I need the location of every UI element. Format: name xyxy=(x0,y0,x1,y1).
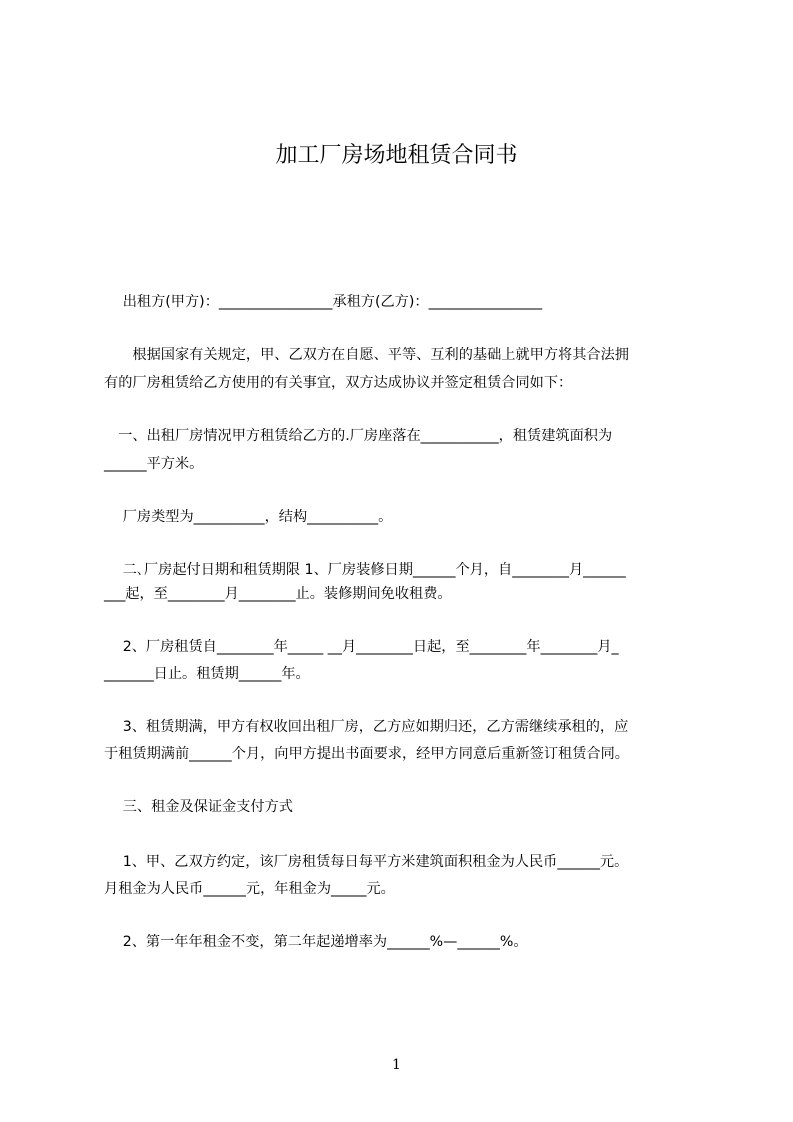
clause-2-2-line-1: 2、厂房租赁自________年_____ __月________日起，至________年________月_ xyxy=(104,639,619,655)
document-title: 加工厂房场地租赁合同书 xyxy=(275,143,518,168)
clause-1-line-1: 一、出租厂房情况甲方租赁给乙方的.厂房座落在___________，租赁建筑面积为 xyxy=(104,428,613,444)
clause-2-3-line-1: 3、租赁期满，甲方有权收回出租厂房，乙方应如期归还，乙方需继续承租的，应 xyxy=(104,719,629,735)
building-type-line: 厂房类型为__________，结构__________。 xyxy=(104,509,393,525)
clause-2-line-1: 二､厂房起付日期和租赁期限 1、厂房装修日期______个月，自________月______ xyxy=(104,562,626,578)
clause-3-2-line: 2、第一年年租金不变，第二年起递增率为______%—______%。 xyxy=(104,934,528,950)
clause-1-line-2: ______平方米。 xyxy=(104,456,204,472)
parties-line: 出租方(甲方)：________________承租方(乙方)：________________ xyxy=(104,294,543,310)
page-number: 1 xyxy=(392,1057,401,1073)
preamble-line-2: 有的厂房租赁给乙方使用的有关事宜，双方达成协议并签定租赁合同如下： xyxy=(104,375,573,391)
clause-3-1-line-1: 1、甲、乙双方约定，该厂房租赁每日每平方米建筑面积租金为人民币______元。 xyxy=(104,854,629,870)
clause-2-2-line-2: _______日止。租赁期______年。 xyxy=(104,666,310,682)
preamble-line-1: 根据国家有关规定，甲、乙双方在自愿、平等、互利的基础上就甲方将其合法拥 xyxy=(104,347,629,363)
clause-3-heading: 三、租金及保证金支付方式 xyxy=(104,799,293,815)
clause-2-line-2: ___起，至________月________止。装修期间免收租费。 xyxy=(104,586,452,602)
clause-3-1-line-2: 月租金为人民币______元，年租金为_____元。 xyxy=(104,881,395,897)
clause-2-3-line-2: 于租赁期满前______个月，向甲方提出书面要求，经甲方同意后重新签订租赁合同。 xyxy=(104,746,629,762)
